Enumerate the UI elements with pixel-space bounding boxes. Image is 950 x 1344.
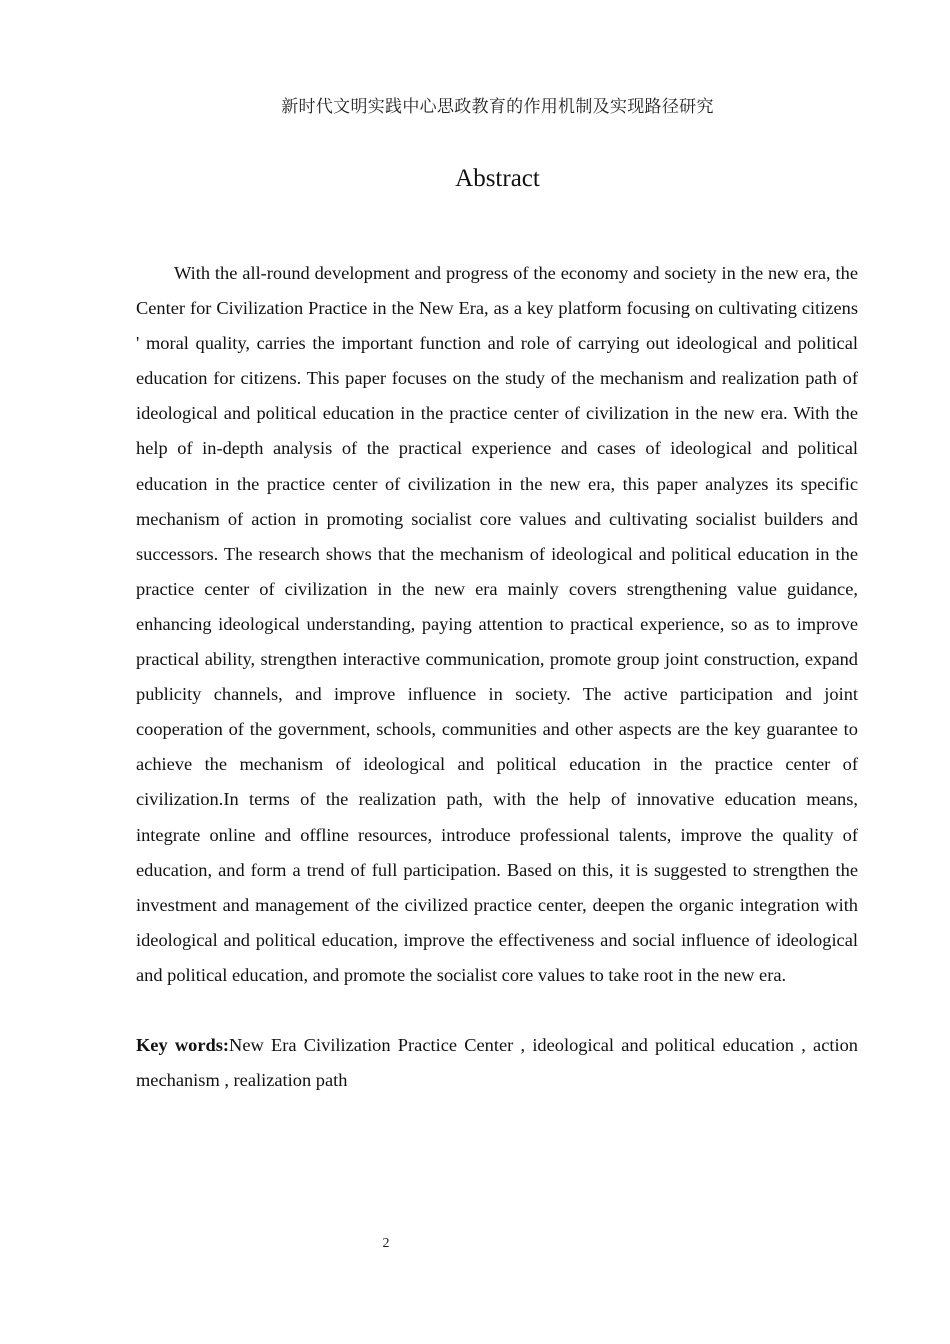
page-number: 2: [382, 1236, 390, 1251]
running-header: 新时代文明实践中心思政教育的作用机制及实现路径研究: [281, 97, 714, 117]
keywords-paragraph: [136, 1028, 858, 1098]
keywords-label: Key words:: [136, 1035, 230, 1055]
abstract-title: Abstract: [455, 165, 540, 192]
abstract-body: With the all-round development and progress of the economy and society in the new era, the Center for Civilization Practice in the New Era, as a key platform focusing on cultivating citizens ' moral quality, carries the important function and role of carrying out ideological and political education for citizens. This paper focuses on the study of the mechanism and realization path of ideological and political education in the practice center of civilization in the new era. With the help of in-depth analysis of the practical experience and cases of ideological and political education in the practice center of civilization in the new era, this paper analyzes its specific mechanism of action in promoting socialist core values and cultivating socialist builders and successors. The research shows that the mechanism of ideological and political education in the practice center of civilization in the new era mainly covers strengthening value guidance, enhancing ideological understanding, paying attention to practical experience, so as to improve practical ability, strengthen interactive communication, promote group joint construction, expand publicity channels, and improve influence in society. The active participation and joint cooperation of the government, schools, communities and other aspects are the key guarantee to achieve the mechanism of ideological and political education in the practice center of civilization.In terms of the realization path, with the help of innovative education means, integrate online and offline resources, introduce professional talents, improve the quality of education, and form a trend of full participation. Based on this, it is suggested to strengthen the investment and management of the civilized practice center, deepen the organic integration with ideological and political education, improve the effectiveness and social influence of ideological and political education, and promote the socialist core values to take root in the new era.: [136, 263, 858, 985]
keywords-text: New Era Civilization Practice Center , ideological and political education , action mechanism , realization path: [136, 1035, 858, 1091]
